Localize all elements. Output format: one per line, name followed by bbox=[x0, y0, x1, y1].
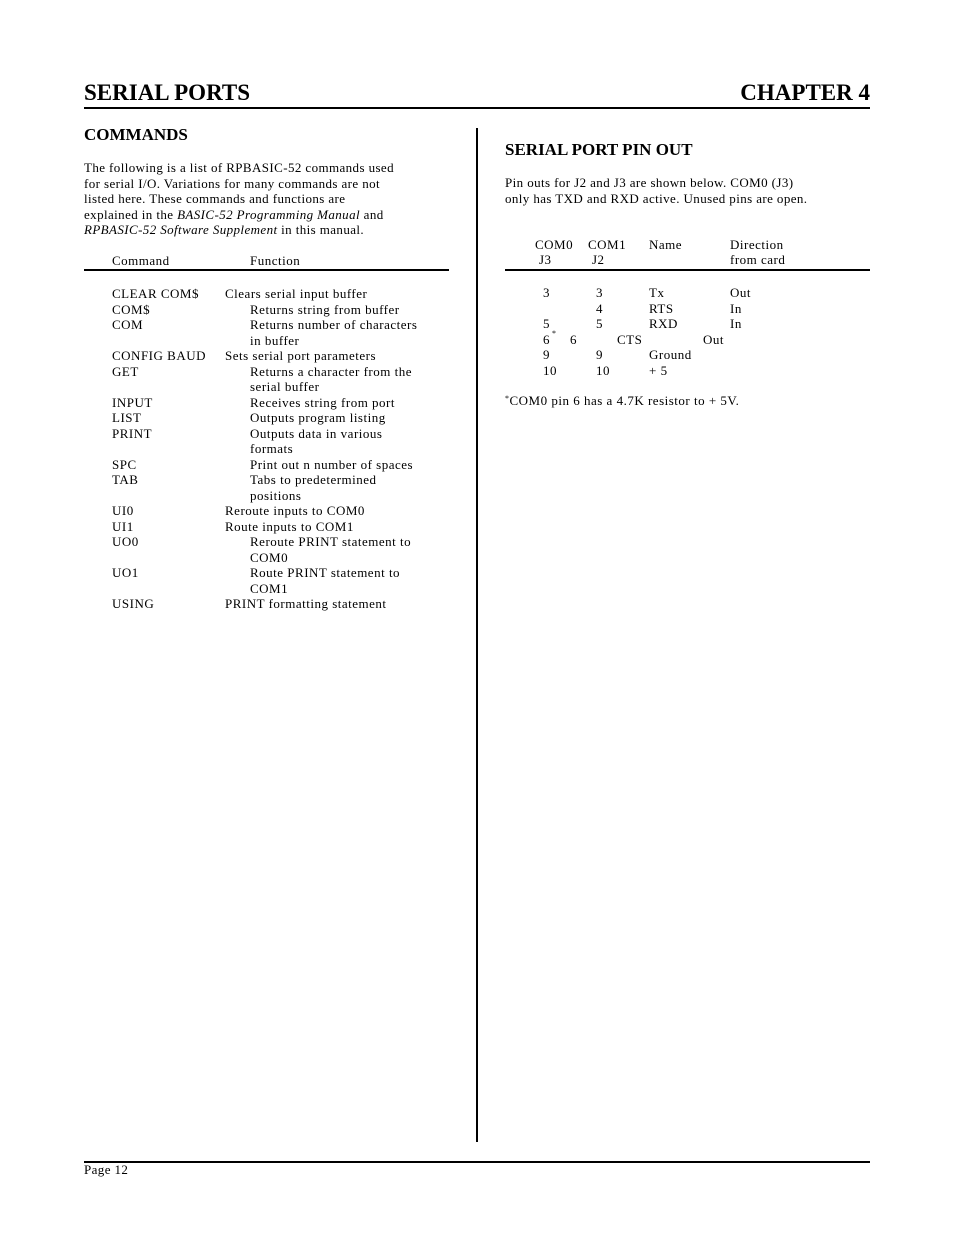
page-header bbox=[84, 78, 870, 108]
supplement-title: RPBASIC-52 Software Supplement bbox=[84, 222, 278, 237]
pinout-direction-cell: Out bbox=[730, 285, 751, 300]
section-title: SERIAL PORTS bbox=[84, 80, 250, 105]
command-column-header: Command bbox=[112, 253, 170, 268]
commands-intro-line: listed here. These commands and functions are bbox=[84, 191, 346, 206]
command-function: Sets serial port parameters bbox=[225, 348, 377, 363]
pinout-intro bbox=[505, 175, 870, 206]
command-function: in buffer bbox=[250, 332, 300, 348]
column-divider bbox=[476, 128, 478, 1142]
command-function: Clears serial input buffer bbox=[225, 286, 368, 301]
command-function: Route inputs to COM1 bbox=[225, 518, 354, 534]
command-name: GET bbox=[112, 363, 139, 379]
command-function: Outputs data in various bbox=[250, 425, 383, 441]
chapter-title: CHAPTER 4 bbox=[740, 80, 870, 105]
com1-column-header: COM1 bbox=[588, 237, 627, 252]
command-function: Outputs program listing bbox=[250, 410, 386, 425]
command-function: Returns string from buffer bbox=[250, 301, 400, 317]
pinout-name-cell: CTS bbox=[617, 331, 643, 347]
pinout-footnote bbox=[505, 393, 739, 409]
command-name: USING bbox=[112, 596, 155, 611]
pinout-com1-cell: 4 bbox=[596, 300, 603, 316]
pinout-direction-cell: In bbox=[730, 300, 742, 316]
command-function: Returns number of characters bbox=[250, 317, 418, 332]
command-function: Reroute inputs to COM0 bbox=[225, 503, 365, 518]
commands-intro-line bbox=[84, 222, 454, 238]
pinout-com1-cell: 9 bbox=[596, 347, 603, 362]
command-function: PRINT formatting statement bbox=[225, 596, 387, 611]
pinout-name-cell: Tx bbox=[649, 285, 665, 300]
command-name: PRINT bbox=[112, 425, 153, 441]
pinout-intro-line: Pin outs for J2 and J3 are shown below. COM0 (J3) bbox=[505, 175, 794, 190]
com1-connector-label: J2 bbox=[592, 252, 605, 267]
commands-table-rule bbox=[84, 269, 449, 271]
pinout-name-cell: Ground bbox=[649, 347, 692, 362]
com0-column-header: COM0 bbox=[535, 237, 574, 252]
command-name: CONFIG BAUD bbox=[112, 348, 206, 363]
com0-connector-label: J3 bbox=[539, 252, 552, 267]
command-name: LIST bbox=[112, 410, 142, 425]
command-function: serial buffer bbox=[250, 379, 320, 394]
footnote-marker: * bbox=[552, 328, 556, 338]
intro-text: explained in the bbox=[84, 206, 178, 222]
direction-subheader: from card bbox=[730, 252, 786, 267]
footnote-text: COM0 pin 6 has a 4.7K resistor to + 5V. bbox=[509, 393, 740, 408]
command-function: Returns a character from the bbox=[250, 363, 412, 379]
command-function: formats bbox=[250, 441, 294, 456]
pinout-direction-cell: In bbox=[730, 316, 742, 331]
pinout-com1-cell: 10 bbox=[596, 362, 610, 378]
command-function: Print out n number of spaces bbox=[250, 456, 414, 472]
pinout-com1-cell: 5 bbox=[596, 316, 603, 331]
pinout-heading: SERIAL PORT PIN OUT bbox=[505, 140, 693, 159]
command-function: Receives string from port bbox=[250, 394, 395, 410]
footnote-star: * bbox=[505, 394, 510, 403]
command-function: COM0 bbox=[250, 549, 289, 565]
pinout-direction-cell: Out bbox=[703, 331, 724, 347]
command-name: INPUT bbox=[112, 394, 153, 410]
commands-intro bbox=[84, 160, 454, 238]
pinout-com0-cell: 6 bbox=[543, 331, 550, 347]
commands-heading: COMMANDS bbox=[84, 125, 188, 144]
command-name: COM$ bbox=[112, 301, 151, 317]
pinout-name-cell: + 5 bbox=[649, 362, 668, 378]
command-name: UO0 bbox=[112, 534, 139, 549]
commands-intro-line bbox=[84, 207, 454, 223]
name-column-header: Name bbox=[649, 237, 683, 252]
command-function: Reroute PRINT statement to bbox=[250, 534, 412, 549]
command-function: Tabs to predetermined bbox=[250, 472, 377, 487]
pinout-com1-cell: 6 bbox=[570, 331, 577, 347]
pinout-com0-cell: 10 bbox=[543, 362, 557, 378]
commands-intro-line: The following is a list of RPBASIC-52 commands used bbox=[84, 160, 394, 175]
pinout-table-rule bbox=[505, 269, 870, 271]
intro-text: in this manual. bbox=[277, 222, 365, 237]
footer-rule bbox=[84, 1161, 870, 1163]
command-name: UI0 bbox=[112, 503, 134, 518]
command-function: Route PRINT statement to bbox=[250, 565, 401, 580]
command-name: CLEAR COM$ bbox=[112, 286, 199, 301]
command-name: SPC bbox=[112, 456, 137, 472]
command-function: COM1 bbox=[250, 580, 289, 596]
pinout-name-cell: RTS bbox=[649, 300, 674, 316]
command-function: positions bbox=[250, 487, 302, 503]
command-name: UO1 bbox=[112, 565, 139, 580]
page-number: Page 12 bbox=[84, 1162, 129, 1177]
command-name: COM bbox=[112, 317, 144, 332]
command-name: UI1 bbox=[112, 518, 134, 534]
pinout-name-cell: RXD bbox=[649, 316, 678, 331]
function-column-header: Function bbox=[250, 253, 301, 268]
direction-column-header: Direction bbox=[730, 237, 784, 252]
manual-title: BASIC-52 Programming Manual bbox=[177, 206, 360, 222]
pinout-intro-line: only has TXD and RXD active. Unused pins are open. bbox=[505, 190, 808, 206]
pinout-com0-cell: 5 bbox=[543, 316, 550, 331]
pinout-com0-cell: 9 bbox=[543, 347, 550, 362]
command-name: TAB bbox=[112, 472, 139, 487]
intro-text: and bbox=[360, 206, 384, 222]
pinout-com1-cell: 3 bbox=[596, 285, 603, 300]
commands-intro-line: for serial I/O. Variations for many commands are not bbox=[84, 175, 381, 191]
pinout-com0-cell: 3 bbox=[543, 285, 550, 300]
header-rule bbox=[84, 107, 870, 109]
